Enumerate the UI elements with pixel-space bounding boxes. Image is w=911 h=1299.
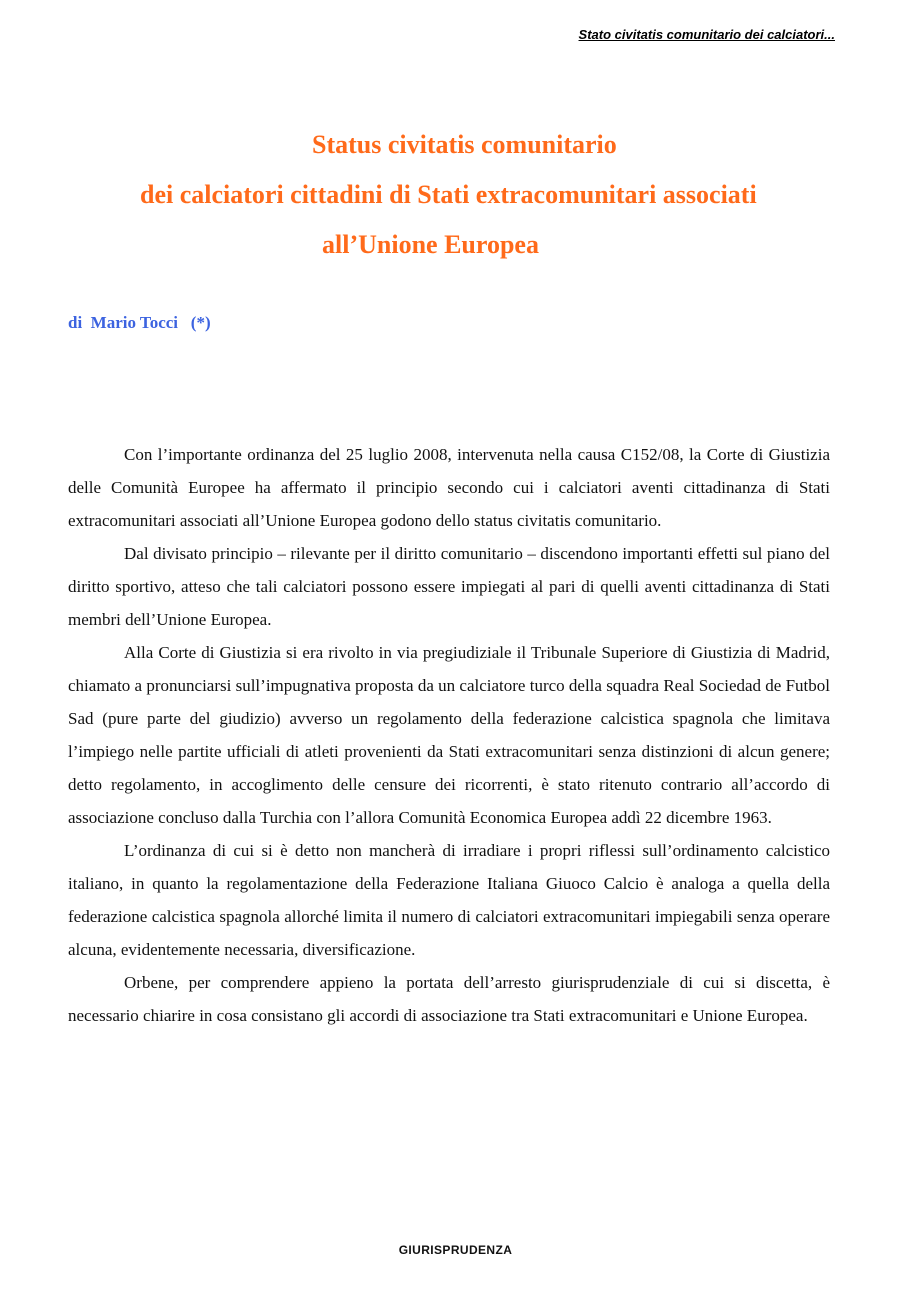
title-line-2: dei calciatori cittadini di Stati extracomunitari associati — [140, 180, 757, 209]
author-byline: di Mario Tocci (*) — [68, 313, 211, 332]
paragraph: L’ordinanza di cui si è detto non mancherà di irradiare i propri riflessi sull’ordinamento calcistico italiano, in quanto la regolamentazione della Federazione Italiana Giuoco Calcio è analoga a quella della federazione calcistica spagnola allorché limita il numero di calciatori extracomunitari impiegabili senza operare alcuna, evidentemente necessaria, diversificazione. — [68, 841, 830, 959]
title-line-3: all’Unione Europea — [322, 230, 539, 259]
article-body — [68, 438, 830, 1032]
footer-section-label: GIURISPRUDENZA — [398, 1243, 513, 1257]
title-line-1: Status civitatis comunitario — [312, 130, 617, 159]
paragraph: Orbene, per comprendere appieno la portata dell’arresto giurisprudenziale di cui si discetta, è necessario chiarire in cosa consistano gli accordi di associazione tra Stati extracomunitari e Unione Europea. — [68, 973, 830, 1025]
paragraph: Dal divisato principio – rilevante per il diritto comunitario – discendono importanti effetti sul piano del diritto sportivo, atteso che tali calciatori possono essere impiegati al pari di quelli aventi cittadinanza di Stati membri dell’Unione Europea. — [68, 544, 830, 629]
running-header: Stato civitatis comunitario dei calciatori... — [578, 27, 835, 42]
paragraph: Con l’importante ordinanza del 25 luglio 2008, intervenuta nella causa C152/08, la Corte di Giustizia delle Comunità Europee ha affermato il principio secondo cui i calciatori aventi cittadinanza di Stati extracomunitari associati all’Unione Europea godono dello status civitatis comunitario. — [68, 445, 830, 530]
paragraph: Alla Corte di Giustizia si era rivolto in via pregiudiziale il Tribunale Superiore di Giustizia di Madrid, chiamato a pronunciarsi sull’impugnativa proposta da un calciatore turco della squadra Real Sociedad de Futbol Sad (pure parte del giudizio) avverso un regolamento della federazione calcistica spagnola che limitava l’impiego nelle partite ufficiali di atleti provenienti da Stati extracomunitari senza distinzioni di alcun genere; detto regolamento, in accoglimento delle censure dei ricorrenti, è stato ritenuto contrario all’accordo di associazione concluso dalla Turchia con l’allora Comunità Economica Europea addì 22 dicembre 1963. — [68, 643, 830, 827]
